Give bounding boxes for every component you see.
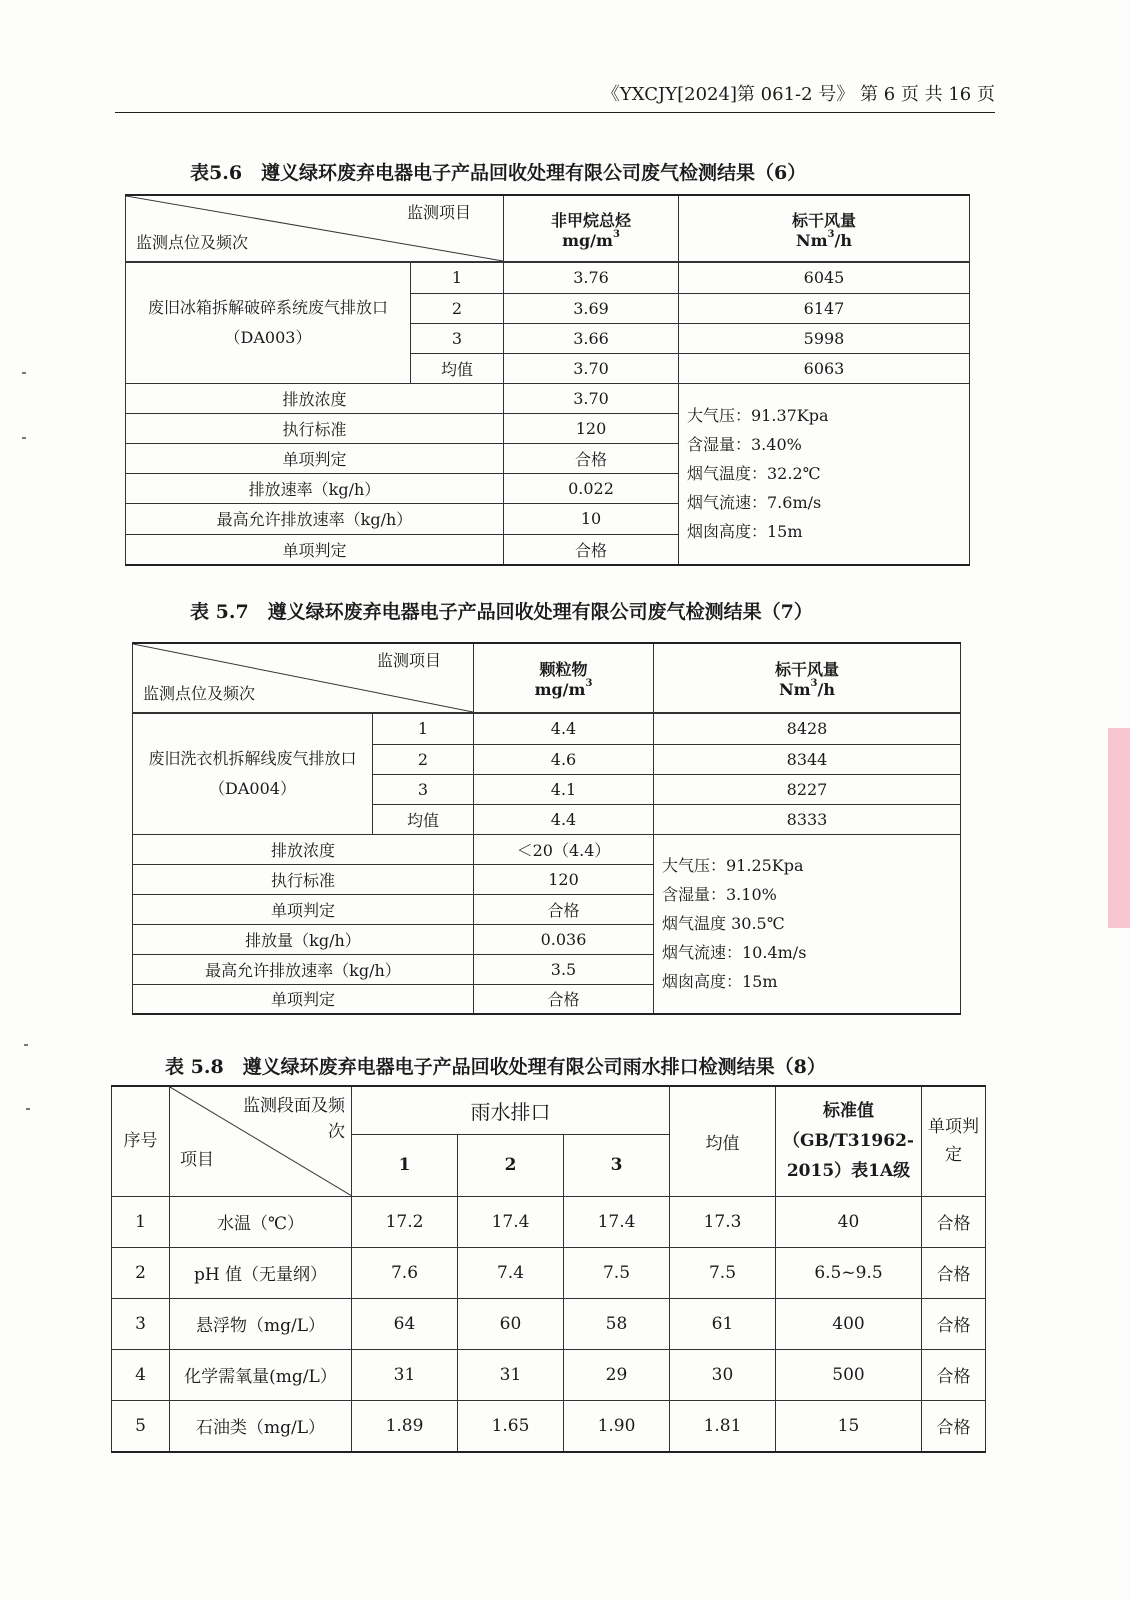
table-row bbox=[112, 1400, 986, 1452]
row-f2: 17.4 bbox=[458, 1196, 564, 1247]
header-frequency-2: 2 bbox=[458, 1134, 564, 1196]
row-f2: 60 bbox=[458, 1298, 564, 1349]
note-line: 含湿量：3.40% bbox=[687, 435, 802, 455]
frequency-cell: 3 bbox=[411, 323, 504, 353]
summary-label: 排放量（kg/h） bbox=[133, 924, 474, 954]
summary-label: 单项判定 bbox=[133, 984, 474, 1014]
column-name: 标干风量 bbox=[774, 660, 839, 679]
summary-value: 3.70 bbox=[504, 383, 679, 413]
row-standard: 6.5~9.5 bbox=[776, 1247, 922, 1298]
summary-value: 合格 bbox=[504, 534, 679, 565]
frequency-cell: 1 bbox=[373, 713, 474, 744]
frequency-cell: 均值 bbox=[373, 804, 474, 834]
note-line: 烟囱高度：15m bbox=[662, 972, 778, 992]
frequency-cell: 均值 bbox=[411, 353, 504, 383]
summary-value: 120 bbox=[504, 413, 679, 443]
summary-value: 合格 bbox=[474, 894, 654, 924]
row-item: 石油类（mg/L） bbox=[170, 1400, 352, 1452]
row-f2: 31 bbox=[458, 1349, 564, 1400]
column-unit: Nm bbox=[778, 680, 811, 699]
column-header-nmhc bbox=[504, 195, 679, 262]
summary-value: 10 bbox=[504, 503, 679, 534]
value-cell: 4.1 bbox=[474, 774, 654, 804]
diag-label-points: 监测点位及频次 bbox=[143, 684, 256, 703]
value-cell: 8227 bbox=[654, 774, 961, 804]
unit-superscript: 3 bbox=[612, 228, 620, 240]
row-item: 悬浮物（mg/L） bbox=[170, 1298, 352, 1349]
row-judgement: 合格 bbox=[922, 1247, 986, 1298]
row-item: 水温（℃） bbox=[170, 1196, 352, 1247]
summary-label: 执行标准 bbox=[126, 413, 504, 443]
table-5-6-caption: 表5.6 遵义绿环废弃电器电子产品回收处理有限公司废气检测结果（6） bbox=[190, 162, 807, 184]
row-f3: 58 bbox=[564, 1298, 670, 1349]
row-f1: 7.6 bbox=[352, 1247, 458, 1298]
value-cell: 3.66 bbox=[504, 323, 679, 353]
summary-value: ＜20（4.4） bbox=[474, 834, 654, 864]
conditions-notes bbox=[679, 383, 970, 565]
row-standard: 500 bbox=[776, 1349, 922, 1400]
row-standard: 40 bbox=[776, 1196, 922, 1247]
note-line: 烟气温度 30.5℃ bbox=[662, 914, 785, 934]
value-cell: 3.69 bbox=[504, 293, 679, 323]
note-line: 大气压：91.25Kpa bbox=[662, 856, 804, 876]
table-5-6 bbox=[125, 194, 970, 566]
summary-label: 单项判定 bbox=[126, 534, 504, 565]
row-item: pH 值（无量纲） bbox=[170, 1247, 352, 1298]
value-cell: 3.70 bbox=[504, 353, 679, 383]
row-seq: 2 bbox=[112, 1247, 170, 1298]
column-name: 颗粒物 bbox=[539, 660, 588, 679]
row-f3: 1.90 bbox=[564, 1400, 670, 1452]
sampling-location: 废旧洗衣机拆解线废气排放口（DA004） bbox=[133, 713, 373, 834]
table-row bbox=[112, 1247, 986, 1298]
unit-superscript: 3 bbox=[827, 228, 835, 240]
row-f3: 17.4 bbox=[564, 1196, 670, 1247]
table-header-diagonal bbox=[126, 195, 504, 262]
summary-label: 单项判定 bbox=[126, 443, 504, 473]
note-line: 烟气温度：32.2℃ bbox=[687, 464, 821, 484]
value-cell: 4.4 bbox=[474, 713, 654, 744]
summary-value: 合格 bbox=[504, 443, 679, 473]
row-average: 17.3 bbox=[670, 1196, 776, 1247]
table-row bbox=[112, 1298, 986, 1349]
table-5-8 bbox=[111, 1085, 986, 1453]
value-cell: 3.76 bbox=[504, 262, 679, 293]
diag-label-items: 项目 bbox=[180, 1149, 214, 1170]
value-cell: 4.4 bbox=[474, 804, 654, 834]
row-seq: 5 bbox=[112, 1400, 170, 1452]
frequency-cell: 3 bbox=[373, 774, 474, 804]
scan-speck bbox=[22, 437, 26, 439]
row-f2: 1.65 bbox=[458, 1400, 564, 1452]
row-f3: 29 bbox=[564, 1349, 670, 1400]
table-row bbox=[112, 1196, 986, 1247]
value-cell: 8428 bbox=[654, 713, 961, 744]
row-average: 61 bbox=[670, 1298, 776, 1349]
column-header-airflow bbox=[679, 195, 970, 262]
column-unit: mg/m bbox=[534, 680, 586, 699]
row-standard: 400 bbox=[776, 1298, 922, 1349]
value-cell: 6063 bbox=[679, 353, 970, 383]
summary-label: 最高允许排放速率（kg/h） bbox=[126, 503, 504, 534]
conditions-notes bbox=[654, 834, 961, 1014]
table-row bbox=[112, 1349, 986, 1400]
value-cell: 8344 bbox=[654, 744, 961, 774]
row-standard: 15 bbox=[776, 1400, 922, 1452]
summary-value: 120 bbox=[474, 864, 654, 894]
column-unit: Nm bbox=[795, 230, 828, 250]
diag-label-points: 监测点位及频次 bbox=[136, 233, 249, 252]
table-5-7 bbox=[132, 642, 961, 1015]
table-5-8-caption: 表 5.8 遵义绿环废弃电器电子产品回收处理有限公司雨水排口检测结果（8） bbox=[165, 1056, 826, 1078]
summary-label: 执行标准 bbox=[133, 864, 474, 894]
row-f1: 64 bbox=[352, 1298, 458, 1349]
unit-tail: /h bbox=[834, 230, 852, 250]
row-f1: 31 bbox=[352, 1349, 458, 1400]
sampling-location: 废旧冰箱拆解破碎系统废气排放口（DA003） bbox=[126, 262, 411, 383]
summary-value: 合格 bbox=[474, 984, 654, 1014]
value-cell: 4.6 bbox=[474, 744, 654, 774]
scan-speck bbox=[26, 1108, 30, 1110]
column-header-airflow bbox=[654, 643, 961, 713]
column-name: 非甲烷总烃 bbox=[550, 210, 631, 230]
summary-value: 3.5 bbox=[474, 954, 654, 984]
value-cell: 8333 bbox=[654, 804, 961, 834]
row-judgement: 合格 bbox=[922, 1400, 986, 1452]
note-line: 大气压：91.37Kpa bbox=[687, 406, 829, 426]
header-standard: 标准值（GB/T31962-2015）表1A级 bbox=[776, 1086, 922, 1196]
value-cell: 6045 bbox=[679, 262, 970, 293]
summary-label: 最高允许排放速率（kg/h） bbox=[133, 954, 474, 984]
diag-label-items: 监测项目 bbox=[376, 651, 441, 670]
unit-superscript: 3 bbox=[585, 678, 593, 689]
summary-value: 0.022 bbox=[504, 473, 679, 503]
scan-speck bbox=[24, 1044, 28, 1046]
header-sequence: 序号 bbox=[112, 1086, 170, 1196]
table-header-diagonal bbox=[170, 1086, 352, 1196]
value-cell: 5998 bbox=[679, 323, 970, 353]
frequency-cell: 2 bbox=[373, 744, 474, 774]
frequency-cell: 2 bbox=[411, 293, 504, 323]
row-f2: 7.4 bbox=[458, 1247, 564, 1298]
summary-label: 排放浓度 bbox=[126, 383, 504, 413]
summary-label: 排放浓度 bbox=[133, 834, 474, 864]
row-f1: 1.89 bbox=[352, 1400, 458, 1452]
unit-tail: /h bbox=[817, 680, 835, 699]
column-unit: mg/m bbox=[562, 230, 613, 250]
unit-superscript: 3 bbox=[810, 678, 818, 689]
row-item: 化学需氧量(mg/L） bbox=[170, 1349, 352, 1400]
document-reference: 《YXCJY[2024]第 061-2 号》 第 6 页 共 16 页 bbox=[601, 84, 995, 105]
table-header-diagonal bbox=[133, 643, 474, 713]
column-header-particulate bbox=[474, 643, 654, 713]
row-average: 1.81 bbox=[670, 1400, 776, 1452]
row-average: 7.5 bbox=[670, 1247, 776, 1298]
diag-label-sections: 监测段面及频次 bbox=[243, 1096, 345, 1142]
header-average: 均值 bbox=[670, 1086, 776, 1196]
header-frequency-3: 3 bbox=[564, 1134, 670, 1196]
note-line: 烟气流速：10.4m/s bbox=[662, 943, 807, 963]
header-judgement: 单项判定 bbox=[922, 1086, 986, 1196]
row-f1: 17.2 bbox=[352, 1196, 458, 1247]
value-cell: 6147 bbox=[679, 293, 970, 323]
seal-fragment bbox=[1108, 728, 1130, 928]
summary-label: 排放速率（kg/h） bbox=[126, 473, 504, 503]
note-line: 含湿量：3.10% bbox=[662, 885, 777, 905]
row-judgement: 合格 bbox=[922, 1349, 986, 1400]
summary-value: 0.036 bbox=[474, 924, 654, 954]
row-average: 30 bbox=[670, 1349, 776, 1400]
note-line: 烟囱高度：15m bbox=[687, 522, 803, 542]
header-frequency-1: 1 bbox=[352, 1134, 458, 1196]
diag-label-items: 监测项目 bbox=[406, 203, 471, 222]
row-seq: 3 bbox=[112, 1298, 170, 1349]
page-header bbox=[115, 82, 995, 113]
row-judgement: 合格 bbox=[922, 1298, 986, 1349]
row-seq: 1 bbox=[112, 1196, 170, 1247]
header-rain-outlet: 雨水排口 bbox=[352, 1086, 670, 1134]
summary-label: 单项判定 bbox=[133, 894, 474, 924]
frequency-cell: 1 bbox=[411, 262, 504, 293]
row-f3: 7.5 bbox=[564, 1247, 670, 1298]
row-seq: 4 bbox=[112, 1349, 170, 1400]
scan-speck bbox=[22, 372, 26, 374]
table-5-7-caption: 表 5.7 遵义绿环废弃电器电子产品回收处理有限公司废气检测结果（7） bbox=[190, 601, 813, 623]
note-line: 烟气流速：7.6m/s bbox=[687, 493, 822, 513]
row-judgement: 合格 bbox=[922, 1196, 986, 1247]
column-name: 标干风量 bbox=[791, 210, 856, 230]
